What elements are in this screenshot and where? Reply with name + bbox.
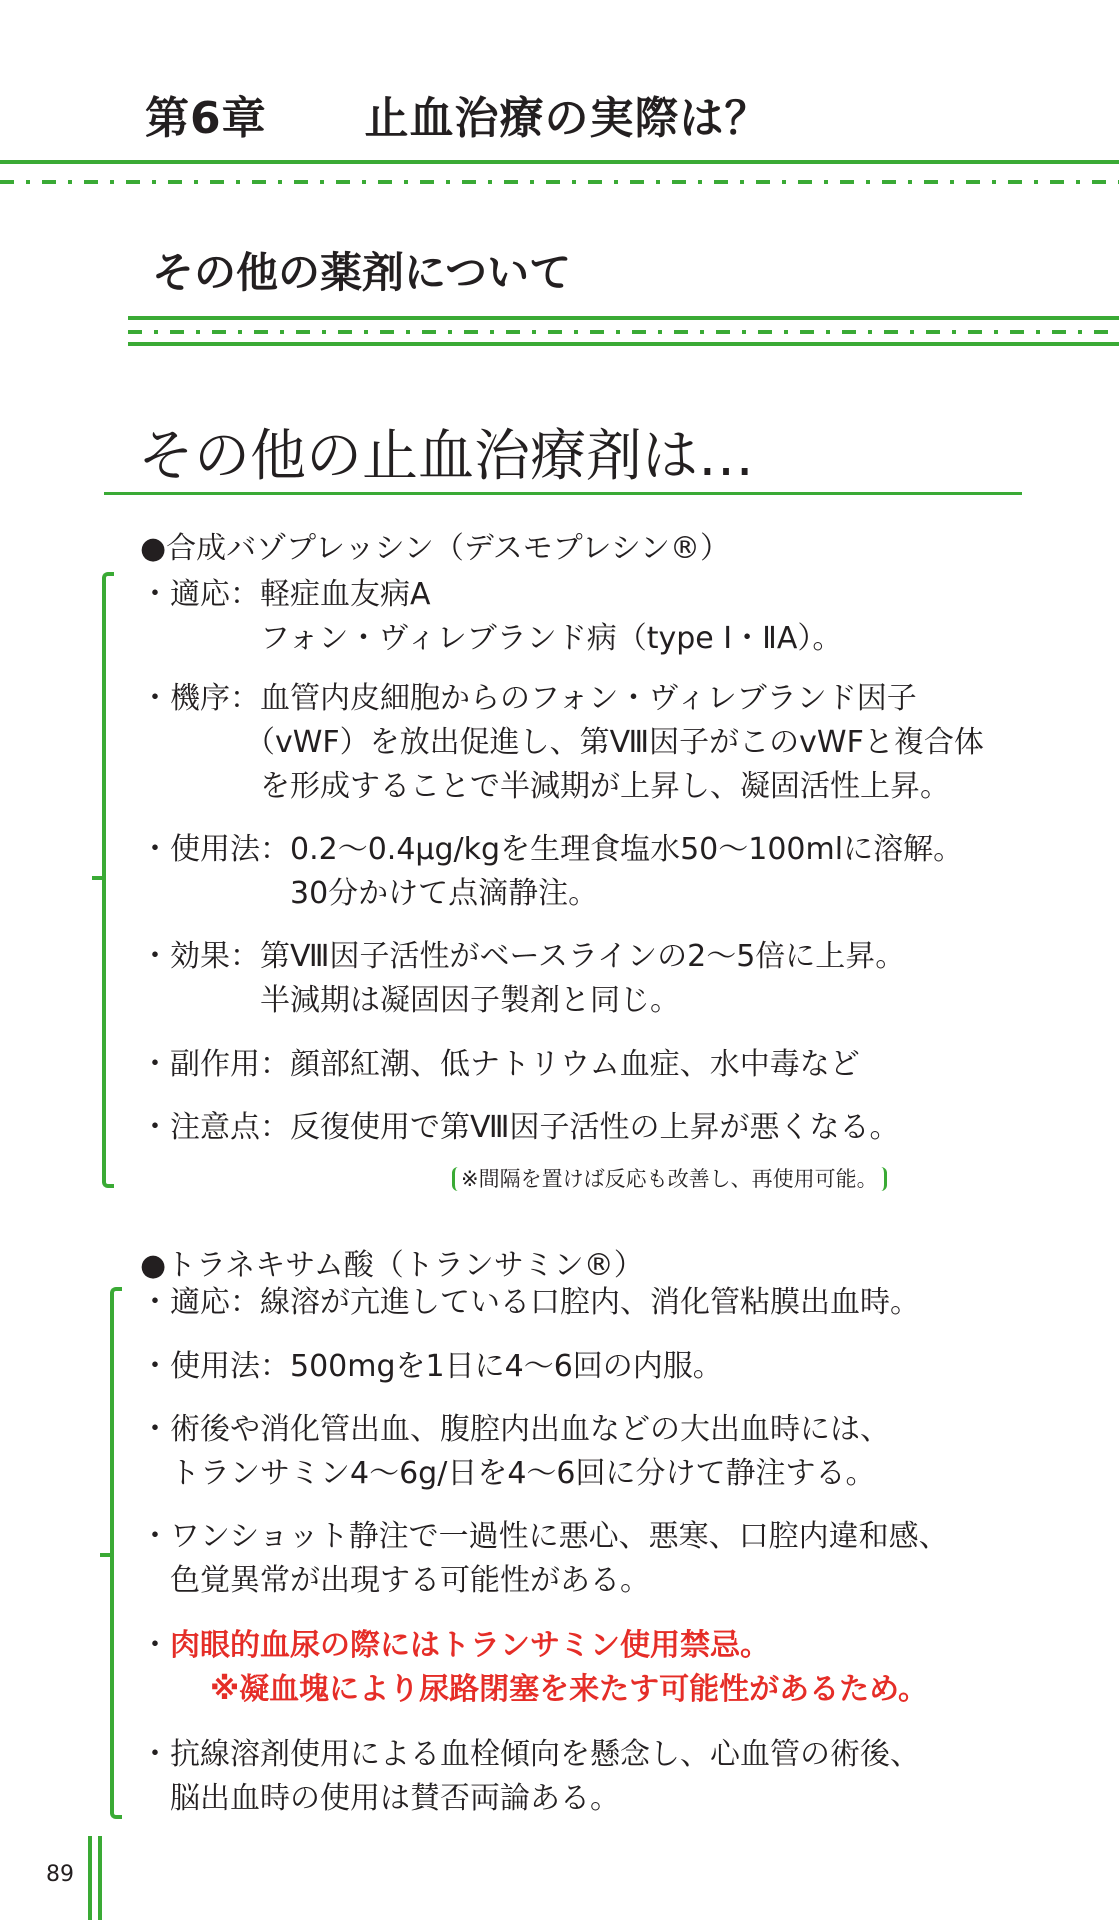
chapter-heading (145, 82, 770, 146)
footer-bar-left (88, 1836, 92, 1920)
drug2-major-bleeding: ・術後や消化管出血、腹腔内出血などの大出血時には、 (140, 1412, 890, 1447)
drug2-adverse-cont: 色覚異常が出現する可能性がある。 (140, 1563, 650, 1598)
drug2-warning-bullet: ・ (140, 1628, 170, 1663)
section-rule-bottom (128, 342, 1119, 346)
drug1-mechanism-cont1: （vWF）を放出促進し、第Ⅷ因子がこのvWFと複合体 (140, 725, 984, 760)
drug2-adverse: ・ワンショット静注で一過性に悪心、悪寒、口腔内違和感、 (140, 1519, 949, 1554)
drug1-bracket (102, 572, 114, 1188)
drug1-side-effects: ・副作用：顔部紅潮、低ナトリウム血症、水中毒など (140, 1047, 860, 1082)
page-title: その他の止血治療剤は… (138, 424, 754, 489)
drug1-usage-cont: 30分かけて点滴静注。 (140, 876, 599, 911)
drug1-note-text: ※間隔を置けば反応も改善し、再使用可能。 (452, 1167, 887, 1191)
drug2-name: ●トラネキサム酸（トランサミン®） (140, 1248, 644, 1283)
drug1-mechanism: ・機序：血管内皮細胞からのフォン・ヴィレブランド因子 (140, 681, 917, 716)
drug1-mechanism-cont2: を形成することで半減期が上昇し、凝固活性上昇。 (140, 769, 950, 804)
drug2-warning (140, 1624, 770, 1668)
drug1-note (452, 1163, 887, 1193)
page-number: 89 (46, 1862, 74, 1887)
drug2-warning-text: 肉眼的血尿の際にはトランサミン使用禁忌。 (170, 1628, 770, 1663)
drug2-warning-note: ※凝血塊により尿路閉塞を来たす可能性があるため。 (210, 1672, 928, 1707)
chapter-dashed-rule (0, 180, 1119, 184)
section-title: その他の薬剤について (152, 248, 572, 297)
drug1-effect-cont: 半減期は凝固因子製剤と同じ。 (140, 983, 680, 1018)
drug2-usage: ・使用法：500mgを1日に4～6回の内服。 (140, 1349, 723, 1384)
drug1-caution: ・注意点：反復使用で第Ⅷ因子活性の上昇が悪くなる。 (140, 1110, 900, 1145)
drug2-bracket (110, 1287, 122, 1819)
drug1-name: ●合成バゾプレッシン（デスモプレシン®） (140, 531, 731, 566)
title-underline (104, 492, 1022, 495)
chapter-number: 第6章 (145, 93, 267, 144)
drug2-thrombosis-cont: 脳出血時の使用は賛否両論ある。 (140, 1781, 620, 1816)
drug1-usage: ・使用法：0.2～0.4μg/kgを生理食塩水50～100mlに溶解。 (140, 832, 964, 867)
drug1-indication-cont: フォン・ヴィレブランド病（type Ⅰ・ⅡA）。 (140, 621, 843, 656)
section-rule (128, 316, 1119, 320)
drug2-indication: ・適応：線溶が亢進している口腔内、消化管粘膜出血時。 (140, 1285, 920, 1320)
drug2-thrombosis: ・抗線溶剤使用による血栓傾向を懸念し、心血管の術後、 (140, 1737, 920, 1772)
drug2-major-bleeding-cont: トランサミン4～6g/日を4～6回に分けて静注する。 (140, 1456, 876, 1491)
chapter-title: 止血治療の実際は？ (364, 93, 770, 144)
chapter-rule (0, 160, 1119, 164)
drug1-indication: ・適応：軽症血友病A (140, 577, 431, 612)
section-dashed-rule (128, 330, 1119, 334)
drug1-effect: ・効果：第Ⅷ因子活性がベースラインの2～5倍に上昇。 (140, 939, 906, 974)
footer-bar-right (98, 1836, 102, 1920)
